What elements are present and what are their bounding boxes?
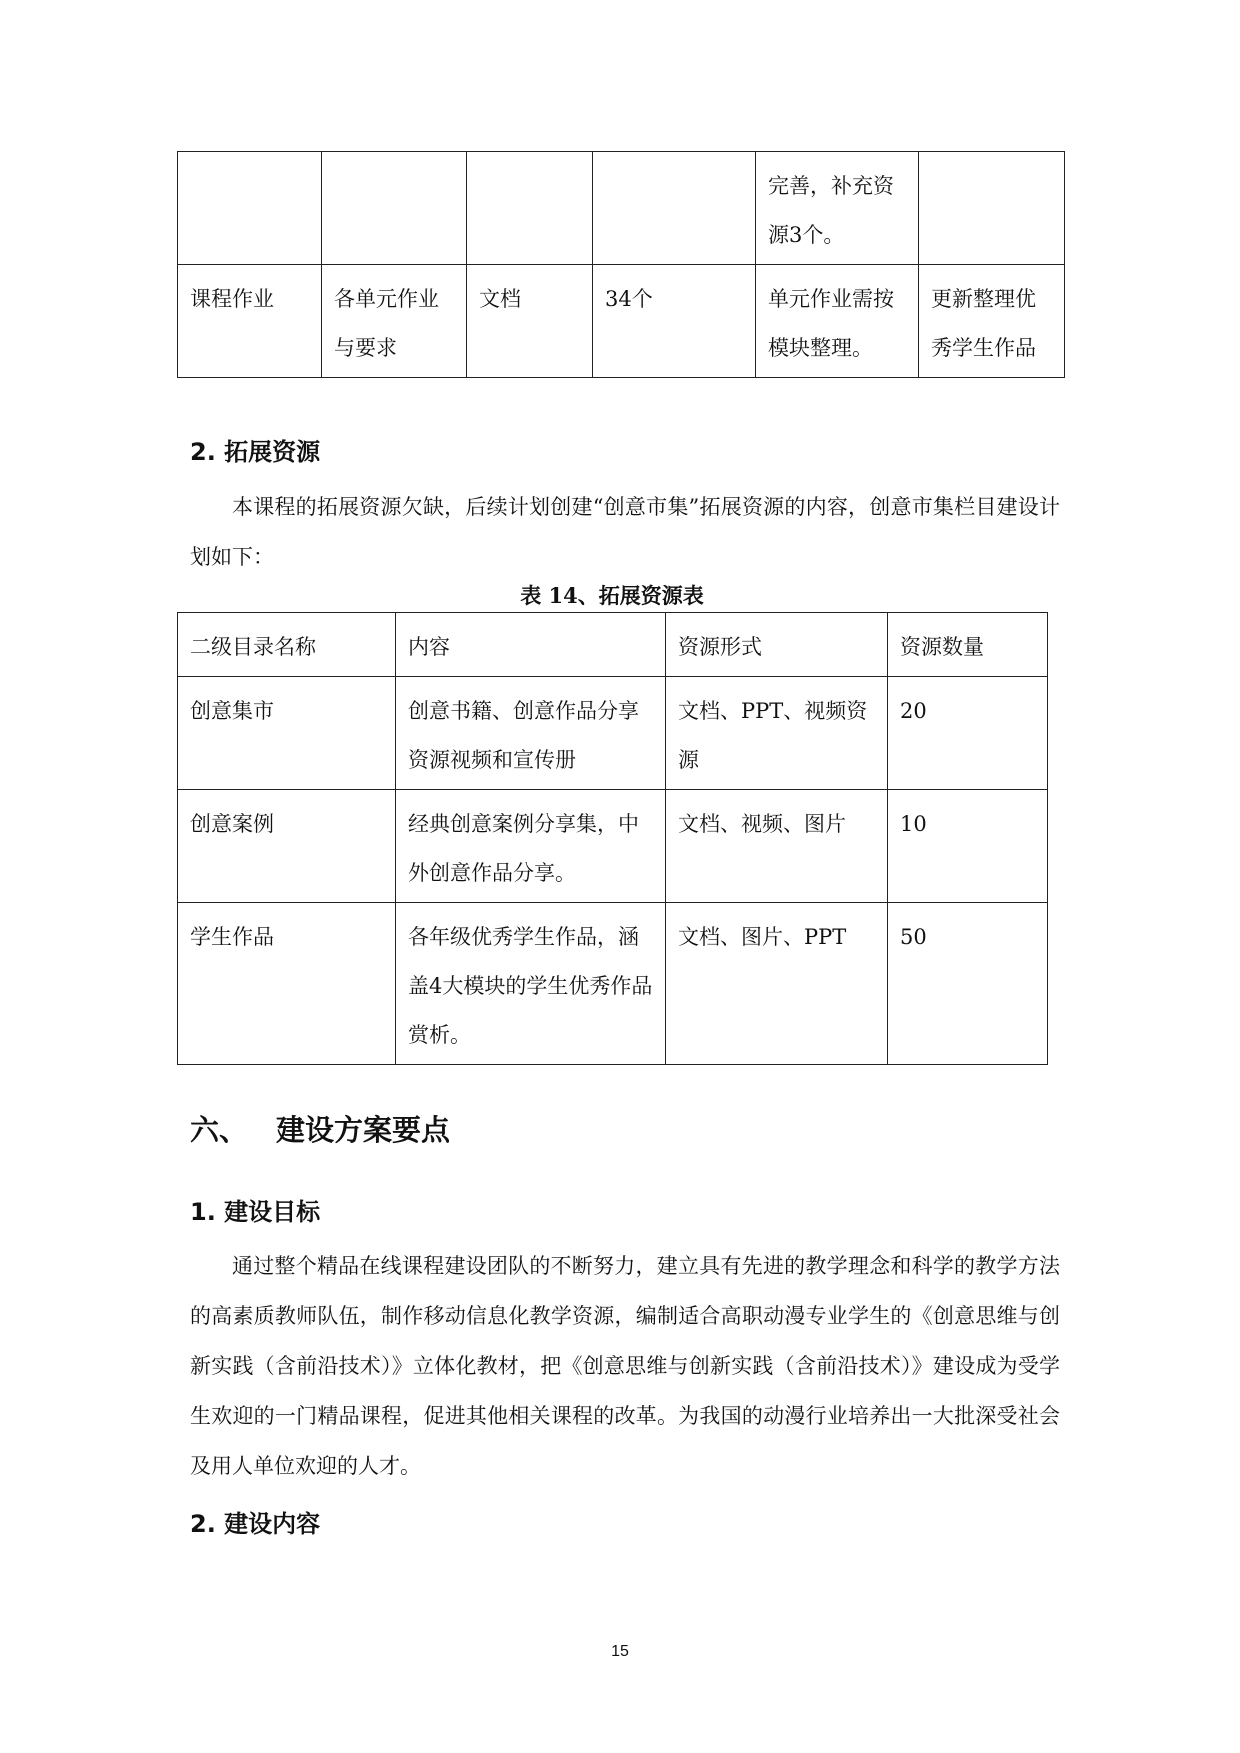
- table-header-cell: 二级目录名称: [178, 613, 396, 677]
- table-cell: 文档: [467, 265, 593, 378]
- table-cell: 经典创意案例分享集，中外创意作品分享。: [396, 790, 666, 903]
- page-number: 15: [611, 1643, 629, 1660]
- table-cell: 文档、图片、PPT: [666, 903, 888, 1065]
- table-header-row: [178, 613, 1048, 677]
- table-cell: 各年级优秀学生作品，涵盖4大模块的学生优秀作品赏析。: [396, 903, 666, 1065]
- table-cell: 完善，补充资源3个。: [756, 152, 919, 265]
- table-cell: 创意案例: [178, 790, 396, 903]
- section-heading-extended-resources: 2. 拓展资源: [190, 438, 321, 466]
- chapter-title: 建设方案要点: [276, 1113, 451, 1147]
- table-row: [178, 903, 1048, 1065]
- table-row: [178, 677, 1048, 790]
- table-row: [178, 790, 1048, 903]
- table-caption: 表 14、拓展资源表: [520, 583, 704, 608]
- table-cell: 创意书籍、创意作品分享资源视频和宣传册: [396, 677, 666, 790]
- table-row: [178, 152, 1065, 265]
- table-header-cell: 内容: [396, 613, 666, 677]
- section-heading-content: 2. 建设内容: [190, 1510, 321, 1538]
- table-cell: 文档、PPT、视频资源: [666, 677, 888, 790]
- table-cell: 单元作业需按模块整理。: [756, 265, 919, 378]
- table-cell: 50: [888, 903, 1048, 1065]
- chapter-number: 六、: [190, 1113, 249, 1147]
- table-cell: [467, 152, 593, 265]
- goal-paragraph: 通过整个精品在线课程建设团队的不断努力，建立具有先进的教学理念和科学的教学方法的高素质教师队伍，制作移动信息化教学资源，编制适合高职动漫专业学生的《创意思维与创新实践（含前沿技术）》立体化教材，把《创意思维与创新实践（含前沿技术）》建设成为受学生欢迎的一门精品课程，促进其他相关课程的改革。为我国的动漫行业培养出一大批深受社会及用人单位欢迎的人才。: [190, 1254, 1060, 1478]
- table-cell: 课程作业: [178, 265, 322, 378]
- table-header-cell: 资源数量: [888, 613, 1048, 677]
- table-cell: [593, 152, 756, 265]
- table-cell: 更新整理优秀学生作品: [919, 265, 1065, 378]
- top-table: [177, 151, 1065, 378]
- table-cell: 创意集市: [178, 677, 396, 790]
- section-heading-goal: 1. 建设目标: [190, 1198, 321, 1226]
- table-cell: 学生作品: [178, 903, 396, 1065]
- table-cell: [919, 152, 1065, 265]
- extended-resources-table: [177, 612, 1048, 1065]
- table-header-cell: 资源形式: [666, 613, 888, 677]
- table-cell: [178, 152, 322, 265]
- table-cell: 10: [888, 790, 1048, 903]
- table-cell: [322, 152, 467, 265]
- table-cell: 20: [888, 677, 1048, 790]
- table-cell: 34个: [593, 265, 756, 378]
- table-row: [178, 265, 1065, 378]
- section-paragraph: 本课程的拓展资源欠缺，后续计划创建“创意市集”拓展资源的内容，创意市集栏目建设计划如下：: [190, 495, 1060, 569]
- table-cell: 文档、视频、图片: [666, 790, 888, 903]
- table-cell: 各单元作业与要求: [322, 265, 467, 378]
